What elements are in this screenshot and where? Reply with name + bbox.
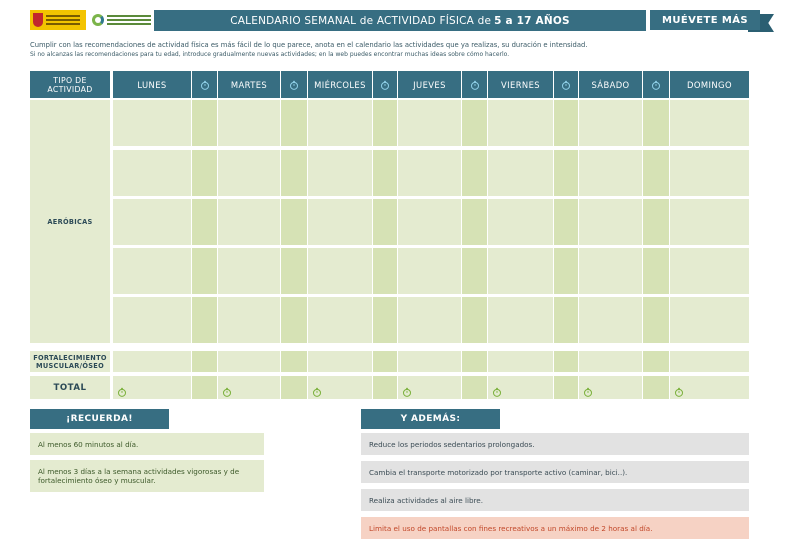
title-age-range: 5 a 17 AÑOS (494, 14, 570, 27)
strength-duration-cell[interactable] (373, 351, 397, 372)
stopwatch-icon (492, 382, 502, 401)
also-heading: Y ADEMÁS: (361, 409, 500, 429)
stopwatch-icon (462, 71, 487, 98)
column-header-day: MIÉRCOLES (308, 71, 372, 98)
aerobic-activity-cell[interactable] (579, 199, 642, 245)
also-item-screens: Limita el uso de pantallas con fines recreativos a un máximo de 2 horas al día. (361, 517, 749, 539)
stopwatch-icon (312, 382, 322, 401)
aerobic-activity-cell[interactable] (218, 248, 280, 294)
strength-activity-cell[interactable] (488, 351, 553, 372)
stopwatch-icon (192, 71, 217, 98)
badge-label: MUÉVETE MÁS (650, 10, 760, 30)
aerobic-duration-cell[interactable] (643, 297, 669, 343)
aerobic-activity-cell[interactable] (579, 150, 642, 196)
aerobic-activity-cell[interactable] (670, 100, 749, 146)
column-header-day: MARTES (218, 71, 280, 98)
strength-activity-cell[interactable] (398, 351, 461, 372)
row-label-total: TOTAL (30, 376, 110, 399)
strength-duration-cell[interactable] (192, 351, 217, 372)
strength-activity-cell[interactable] (218, 351, 280, 372)
aerobic-activity-cell[interactable] (398, 248, 461, 294)
aerobic-activity-cell[interactable] (398, 150, 461, 196)
stopwatch-icon (674, 382, 684, 401)
aerobic-activity-cell[interactable] (670, 297, 749, 343)
total-duration-cell[interactable] (643, 376, 669, 399)
column-header-day: LUNES (113, 71, 191, 98)
aerobic-activity-cell[interactable] (579, 248, 642, 294)
remember-heading: ¡RECUERDA! (30, 409, 169, 429)
aerobic-duration-cell[interactable] (281, 150, 307, 196)
aerobic-duration-cell[interactable] (192, 150, 217, 196)
aerobic-activity-cell[interactable] (670, 150, 749, 196)
remember-item: Al menos 3 días a la semana actividades vigorosas y de fortalecimiento óseo y muscular. (30, 460, 264, 492)
aerobic-activity-cell[interactable] (308, 297, 372, 343)
aerobic-activity-cell[interactable] (670, 199, 749, 245)
column-header-day: SÁBADO (579, 71, 642, 98)
government-logo (30, 10, 86, 30)
aerobic-duration-cell[interactable] (462, 199, 487, 245)
aerobic-duration-cell[interactable] (462, 297, 487, 343)
strength-duration-cell[interactable] (462, 351, 487, 372)
title-prefix: CALENDARIO SEMANAL de ACTIVIDAD FÍSICA de (230, 14, 492, 27)
also-item: Reduce los periodos sedentarios prolongados. (361, 433, 749, 455)
total-duration-cell[interactable] (281, 376, 307, 399)
header-separator (217, 75, 218, 94)
header-separator (669, 75, 670, 94)
aerobic-duration-cell[interactable] (373, 248, 397, 294)
aerobic-activity-cell[interactable] (218, 297, 280, 343)
also-item: Realiza actividades al aire libre. (361, 489, 749, 511)
strength-duration-cell[interactable] (643, 351, 669, 372)
header-separator (307, 75, 308, 94)
aerobic-activity-cell[interactable] (488, 297, 553, 343)
aerobic-activity-cell[interactable] (218, 199, 280, 245)
total-duration-cell[interactable] (373, 376, 397, 399)
aerobic-activity-cell[interactable] (218, 100, 280, 146)
logos (30, 9, 152, 31)
row-label-aerobic: AERÓBICAS (30, 100, 110, 343)
header-separator (280, 75, 281, 94)
header-separator (372, 75, 373, 94)
aerobic-activity-cell[interactable] (113, 100, 191, 146)
total-duration-cell[interactable] (192, 376, 217, 399)
aerobic-activity-cell[interactable] (579, 100, 642, 146)
header-separator (642, 75, 643, 94)
strength-activity-cell[interactable] (670, 351, 749, 372)
aerobic-activity-cell[interactable] (398, 100, 461, 146)
aerobic-activity-cell[interactable] (488, 150, 553, 196)
aerobic-duration-cell[interactable] (554, 199, 578, 245)
stopwatch-icon (281, 71, 307, 98)
column-header-day: JUEVES (398, 71, 461, 98)
aerobic-duration-cell[interactable] (554, 100, 578, 146)
aerobic-activity-cell[interactable] (218, 150, 280, 196)
aerobic-duration-cell[interactable] (192, 297, 217, 343)
aerobic-activity-cell[interactable] (113, 199, 191, 245)
coat-of-arms-icon (33, 13, 43, 27)
total-duration-cell[interactable] (462, 376, 487, 399)
column-header-day: VIERNES (488, 71, 553, 98)
strength-activity-cell[interactable] (308, 351, 372, 372)
aerobic-duration-cell[interactable] (373, 199, 397, 245)
header-separator (191, 75, 192, 94)
stopwatch-icon (373, 71, 397, 98)
aerobic-duration-cell[interactable] (281, 199, 307, 245)
aerobic-activity-cell[interactable] (308, 150, 372, 196)
header-separator (487, 75, 488, 94)
aerobic-duration-cell[interactable] (373, 100, 397, 146)
row-label-strength: FORTALECIMIENTO MUSCULAR/ÓSEO (30, 351, 110, 372)
aerobic-activity-cell[interactable] (670, 248, 749, 294)
intro-line-2: Si no alcanzas las recomendaciones para tu edad, introduce gradualmente nuevas actividades; en la web puedes encontrar muchas ideas sobre cómo hacerlo. (30, 51, 510, 58)
aerobic-duration-cell[interactable] (281, 100, 307, 146)
also-item: Cambia el transporte motorizado por transporte activo (caminar, bici..). (361, 461, 749, 483)
header-separator (397, 75, 398, 94)
aerobic-duration-cell[interactable] (373, 150, 397, 196)
badge-ribbon (650, 10, 775, 34)
column-header-day: DOMINGO (670, 71, 749, 98)
aerobic-duration-cell[interactable] (281, 297, 307, 343)
aerobic-duration-cell[interactable] (643, 199, 669, 245)
total-duration-cell[interactable] (554, 376, 578, 399)
strength-duration-cell[interactable] (554, 351, 578, 372)
aerobic-duration-cell[interactable] (192, 248, 217, 294)
strength-activity-cell[interactable] (113, 351, 191, 372)
strength-duration-cell[interactable] (281, 351, 307, 372)
aerobic-duration-cell[interactable] (554, 297, 578, 343)
header-separator (461, 75, 462, 94)
aerobic-duration-cell[interactable] (192, 100, 217, 146)
header-separator (553, 75, 554, 94)
stopwatch-icon (402, 382, 412, 401)
aerobic-activity-cell[interactable] (579, 297, 642, 343)
strategy-ring-icon (92, 14, 104, 26)
stopwatch-icon (583, 382, 593, 401)
aerobic-duration-cell[interactable] (643, 150, 669, 196)
aerobic-activity-cell[interactable] (308, 199, 372, 245)
column-header-activity-type: TIPO DE ACTIVIDAD (30, 71, 110, 98)
aerobic-duration-cell[interactable] (462, 150, 487, 196)
page-title (154, 10, 646, 31)
aerobic-activity-cell[interactable] (113, 248, 191, 294)
aerobic-duration-cell[interactable] (373, 297, 397, 343)
strategy-logo (92, 14, 151, 26)
aerobic-duration-cell[interactable] (192, 199, 217, 245)
aerobic-duration-cell[interactable] (554, 248, 578, 294)
stopwatch-icon (117, 382, 127, 401)
aerobic-activity-cell[interactable] (488, 199, 553, 245)
stopwatch-icon (643, 71, 669, 98)
aerobic-duration-cell[interactable] (462, 248, 487, 294)
aerobic-duration-cell[interactable] (281, 248, 307, 294)
aerobic-activity-cell[interactable] (488, 100, 553, 146)
stopwatch-icon (554, 71, 578, 98)
intro-line-1: Cumplir con las recomendaciones de actividad física es más fácil de lo que parece, anota en el calendario las actividades que ya realizas, su duración e intensidad. (30, 41, 588, 49)
stopwatch-icon (222, 382, 232, 401)
aerobic-activity-cell[interactable] (113, 150, 191, 196)
strength-activity-cell[interactable] (579, 351, 642, 372)
header-separator (578, 75, 579, 94)
aerobic-activity-cell[interactable] (398, 199, 461, 245)
aerobic-activity-cell[interactable] (398, 297, 461, 343)
aerobic-activity-cell[interactable] (488, 248, 553, 294)
aerobic-activity-cell[interactable] (308, 100, 372, 146)
aerobic-duration-cell[interactable] (643, 100, 669, 146)
aerobic-duration-cell[interactable] (643, 248, 669, 294)
aerobic-duration-cell[interactable] (462, 100, 487, 146)
aerobic-duration-cell[interactable] (554, 150, 578, 196)
aerobic-activity-cell[interactable] (113, 297, 191, 343)
remember-item: Al menos 60 minutos al día. (30, 433, 264, 455)
aerobic-activity-cell[interactable] (308, 248, 372, 294)
intro-text (30, 41, 770, 59)
